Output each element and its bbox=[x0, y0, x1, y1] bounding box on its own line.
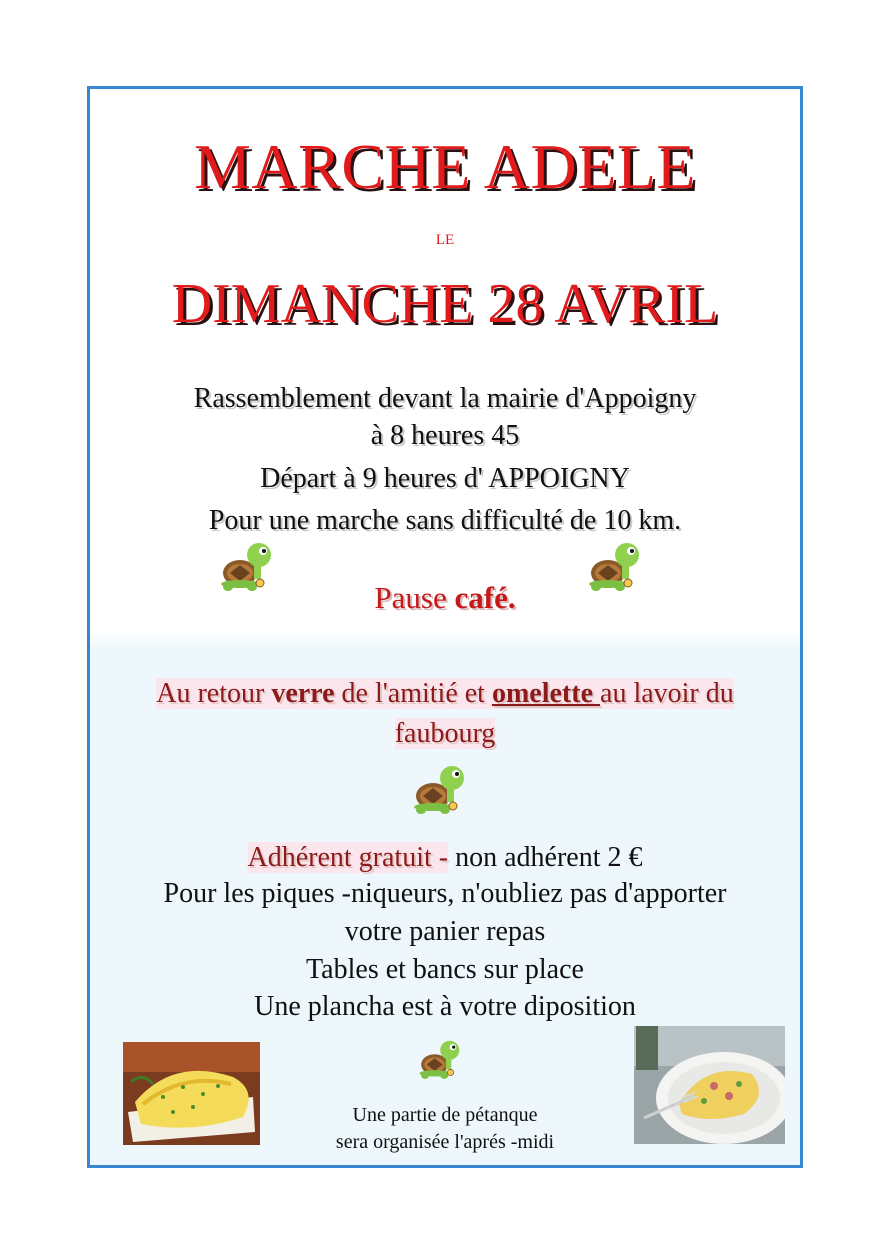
depart-line: Départ à 9 heures d' APPOIGNY bbox=[260, 463, 630, 494]
tarif-line: Adhérent gratuit - non adhérent 2 € bbox=[247, 842, 643, 873]
poster-date: DIMANCHE 28 AVRIL bbox=[171, 273, 719, 335]
petanque-line-1: Une partie de pétanque bbox=[352, 1104, 538, 1126]
poster-le: LE bbox=[435, 232, 455, 248]
petanque-line-2: sera organisée l'aprés -midi bbox=[335, 1131, 555, 1153]
omelette-photo bbox=[123, 1042, 260, 1145]
pause-cafe: Pause café. bbox=[374, 580, 516, 615]
plancha-line: Une plancha est à votre diposition bbox=[254, 991, 636, 1022]
tables-line: Tables et bancs sur place bbox=[306, 954, 584, 985]
piques-line-1: Pour les piques -niqueurs, n'oubliez pas d'apporter bbox=[163, 878, 727, 909]
piques-line-2: votre panier repas bbox=[344, 916, 546, 947]
marche-line: Pour une marche sans difficulté de 10 km. bbox=[208, 505, 682, 536]
retour-text: Au retour verre de l'amitié et omelette au lavoir du faubourg bbox=[156, 678, 734, 749]
rassemblement-line-1: Rassemblement devant la mairie d'Appoigny bbox=[193, 383, 697, 414]
turtle-icon bbox=[411, 1036, 471, 1082]
rassemblement-line-2: à 8 heures 45 bbox=[370, 420, 520, 451]
poster-title: MARCHE ADELE bbox=[194, 131, 696, 202]
turtle-icon bbox=[411, 760, 471, 818]
